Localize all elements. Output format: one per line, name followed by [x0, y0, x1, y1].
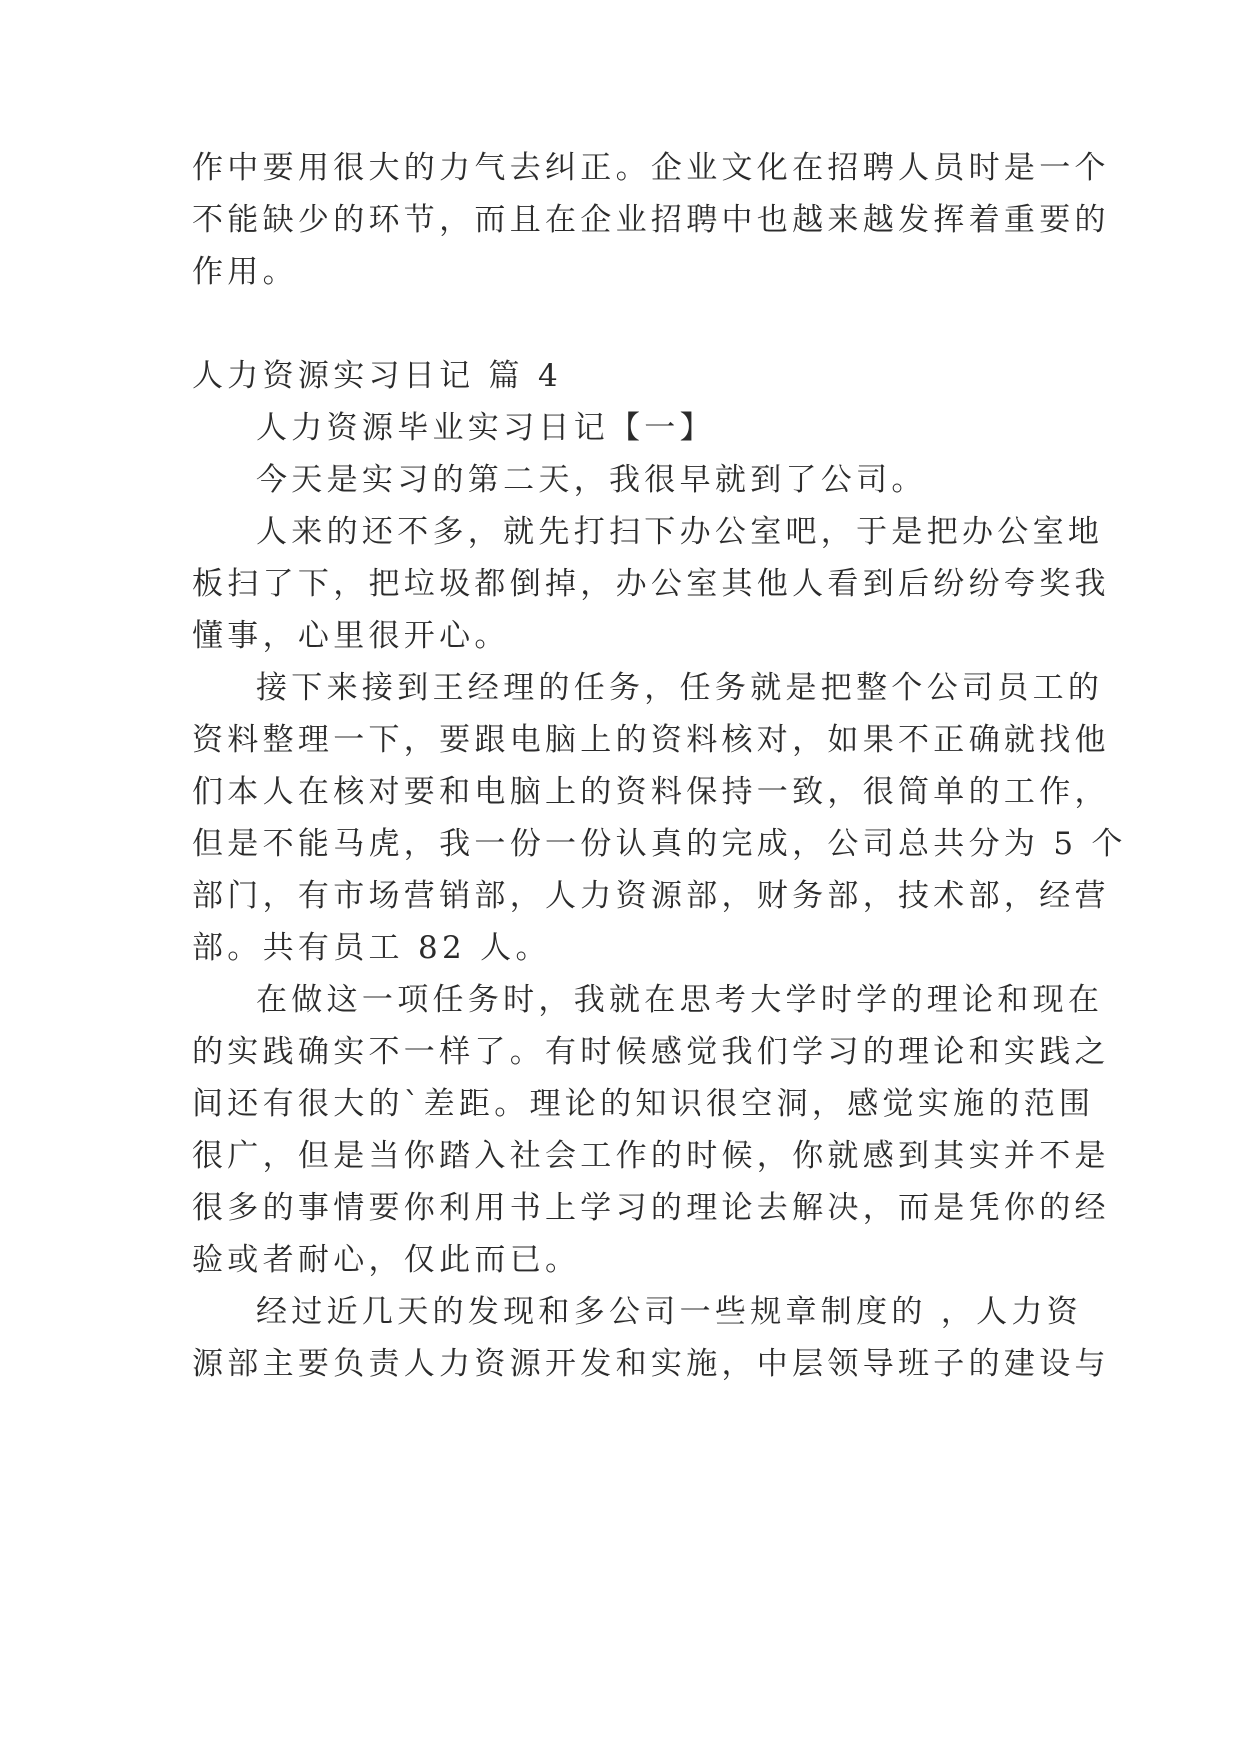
paragraph-line: 在做这一项任务时，我就在思考大学时学的理论和现在 — [256, 982, 1104, 1018]
paragraph-line: 今天是实习的第二天，我很早就到了公司。 — [256, 462, 927, 498]
paragraph-line: 但是不能马虎，我一份一份认真的完成，公司总共分为 5 个 — [192, 826, 1127, 862]
paragraph-line: 们本人在核对要和电脑上的资料保持一致，很简单的工作， — [192, 774, 1110, 810]
paragraph-line: 部门，有市场营销部，人力资源部，财务部，技术部，经营 — [192, 878, 1110, 914]
paragraph-line: 人来的还不多，就先打扫下办公室吧，于是把办公室地 — [256, 514, 1104, 550]
paragraph-line: 接下来接到王经理的任务，任务就是把整个公司员工的 — [256, 670, 1104, 706]
paragraph-line: 作中要用很大的力气去纠正。企业文化在招聘人员时是一个 — [192, 150, 1110, 186]
paragraph-line: 作用。 — [192, 254, 298, 290]
paragraph-line: 间还有很大的`差距。理论的知识很空洞，感觉实施的范围 — [192, 1086, 1095, 1122]
paragraph-line: 部。共有员工 82 人。 — [192, 930, 551, 966]
subsection-heading: 人力资源毕业实习日记【一】 — [256, 410, 715, 446]
paragraph-line: 经过近几天的发现和多公司一些规章制度的 ，人力资 — [256, 1294, 1083, 1330]
paragraph-line: 资料整理一下，要跟电脑上的资料核对，如果不正确就找他 — [192, 722, 1110, 758]
paragraph-line: 很多的事情要你利用书上学习的理论去解决，而是凭你的经 — [192, 1190, 1110, 1226]
paragraph-line: 板扫了下，把垃圾都倒掉，办公室其他人看到后纷纷夸奖我 — [192, 566, 1110, 602]
section-heading: 人力资源实习日记 篇 4 — [192, 358, 563, 394]
paragraph-line: 很广，但是当你踏入社会工作的时候，你就感到其实并不是 — [192, 1138, 1110, 1174]
paragraph-line: 验或者耐心，仅此而已。 — [192, 1242, 581, 1278]
paragraph-line: 源部主要负责人力资源开发和实施，中层领导班子的建设与 — [192, 1346, 1110, 1382]
paragraph-line: 的实践确实不一样了。有时候感觉我们学习的理论和实践之 — [192, 1034, 1110, 1070]
paragraph-line: 懂事，心里很开心。 — [192, 618, 510, 654]
paragraph-line: 不能缺少的环节，而且在企业招聘中也越来越发挥着重要的 — [192, 202, 1110, 238]
